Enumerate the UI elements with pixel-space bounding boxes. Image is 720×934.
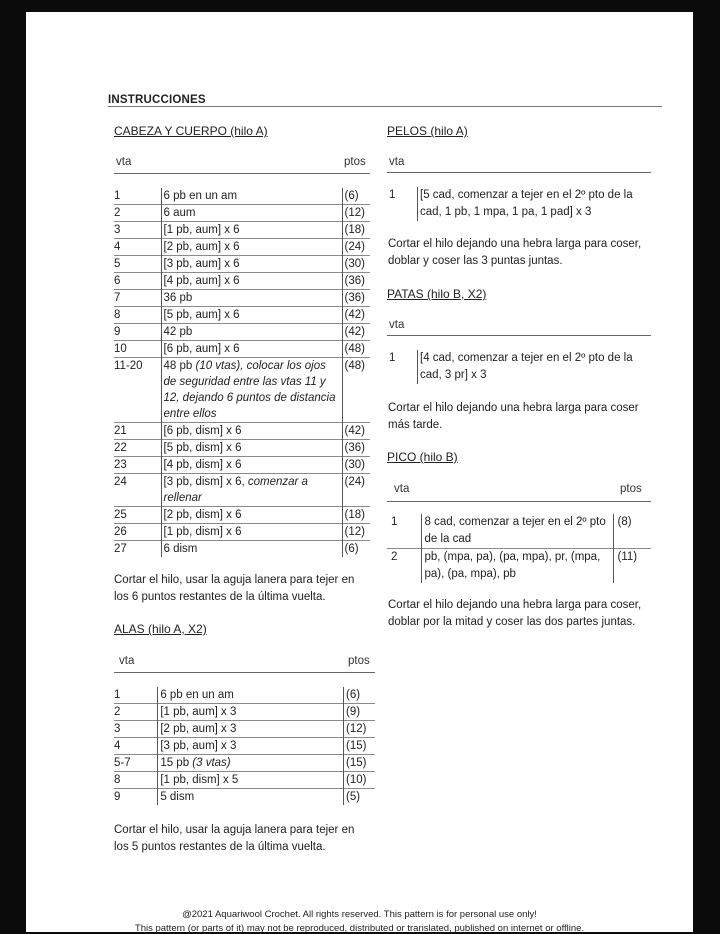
cabeza-row-instruction-text: [3 pb, aum] x 6 [163, 258, 240, 270]
cabeza-row-vta: 22 [114, 442, 127, 454]
cabeza-row [114, 307, 370, 324]
alas-row-instruction [158, 704, 344, 721]
cabeza-row-instruction [161, 256, 342, 273]
cabeza-row-vta: 6 [114, 275, 121, 287]
alas-row-vta: 5-7 [114, 757, 131, 769]
pelos-row-vta: 1 [389, 189, 396, 201]
pico-row-instruction [421, 514, 613, 549]
pico-row-vta: 2 [391, 551, 398, 563]
cabeza-row-instruction [161, 188, 342, 205]
cabeza-row-instruction-text: [2 pb, aum] x 6 [163, 241, 240, 253]
cabeza-row-instruction [161, 541, 342, 558]
pico-col-ptos: ptos [620, 483, 642, 495]
alas-row-instruction-text: 15 pb [160, 757, 193, 769]
alas-row-vta: 1 [114, 689, 121, 701]
cabeza-row-ptos: (30) [344, 258, 365, 270]
patas-header-rule [387, 335, 651, 336]
alas-row-instruction-note: (3 vtas) [192, 757, 231, 769]
cabeza-row-ptos: (48) [344, 343, 365, 355]
cabeza-row-instruction-text: [1 pb, aum] x 6 [163, 224, 240, 236]
cabeza-row-ptos: (48) [344, 360, 365, 372]
alas-row-instruction-text: [1 pb, aum] x 3 [160, 706, 237, 718]
alas-row-ptos: (15) [346, 757, 367, 769]
cabeza-row-vta: 1 [114, 190, 121, 202]
cabeza-header-rule [114, 173, 370, 174]
cabeza-col-vta: vta [116, 156, 132, 168]
alas-row-vta: 9 [114, 791, 121, 803]
pico-row-vta: 1 [391, 516, 398, 528]
cabeza-row-instruction [161, 524, 342, 541]
cabeza-row-ptos: (24) [344, 476, 365, 488]
patas-table [387, 350, 653, 384]
cabeza-row [114, 440, 370, 457]
patas-row [387, 350, 653, 384]
cabeza-row-instruction [161, 440, 342, 457]
cabeza-row-ptos: (36) [344, 292, 365, 304]
patas-note: Cortar el hilo dejando una hebra larga para coser más tarde. [388, 402, 639, 431]
pico-row-instruction-text: pb, (mpa, pa), (pa, mpa), pr, (mpa, pa), (pa, mpa), pb [424, 551, 601, 580]
alas-row [114, 755, 375, 772]
alas-row-instruction [158, 721, 344, 738]
pelos-note: Cortar el hilo dejando una hebra larga para coser, doblar y coser las 3 puntas juntas. [388, 238, 642, 267]
cabeza-row-ptos: (18) [344, 509, 365, 521]
cabeza-col-ptos: ptos [344, 156, 366, 168]
cabeza-row-vta: 2 [114, 207, 121, 219]
cabeza-row-instruction-text: 42 pb [163, 326, 193, 338]
alas-row-ptos: (10) [346, 774, 367, 786]
alas-row-instruction [158, 772, 344, 789]
pelos-heading: PELOS (hilo A) [387, 124, 468, 138]
cabeza-row-ptos: (24) [344, 241, 365, 253]
cabeza-row-instruction-text: [3 pb, dism] x 6, [163, 476, 248, 488]
alas-row [114, 704, 375, 721]
cabeza-row-vta: 25 [114, 509, 127, 521]
alas-row [114, 687, 375, 704]
cabeza-row [114, 188, 370, 205]
cabeza-row-vta: 8 [114, 309, 121, 321]
footer-notice: This pattern (or parts of it) may not be reproduced, distributed or translated, published on internet or offline. [134, 923, 585, 934]
cabeza-row [114, 273, 370, 290]
cabeza-row-instruction-text: [4 pb, dism] x 6 [163, 459, 242, 471]
cabeza-row [114, 507, 370, 524]
alas-row-ptos: (15) [346, 740, 367, 752]
pico-col-vta: vta [394, 483, 410, 495]
alas-row-vta: 8 [114, 774, 121, 786]
cabeza-row [114, 341, 370, 358]
cabeza-row-instruction-text: 6 aum [163, 207, 196, 219]
cabeza-row [114, 290, 370, 307]
pico-row-instruction-text: 8 cad, comenzar a tejer en el 2º pto de la cad [424, 516, 606, 545]
alas-row-instruction [158, 755, 344, 772]
cabeza-row-vta: 21 [114, 425, 127, 437]
cabeza-row-instruction [161, 341, 342, 358]
cabeza-row-instruction-note: (10 vtas), colocar los ojos de seguridad entre las vtas 11 y 12, dejando 6 puntos de distancia entre ellos [163, 360, 336, 420]
cabeza-row-vta: 10 [114, 343, 127, 355]
cabeza-row-ptos: (42) [344, 326, 365, 338]
alas-col-vta: vta [119, 655, 135, 667]
alas-row-instruction-text: 5 dism [160, 791, 195, 803]
cabeza-row [114, 324, 370, 341]
pelos-header-rule [387, 172, 651, 173]
alas-row-ptos: (5) [346, 791, 361, 803]
cabeza-row-ptos: (6) [344, 543, 359, 555]
cabeza-row-vta: 3 [114, 224, 121, 236]
cabeza-row-instruction-text: [6 pb, dism] x 6 [163, 425, 242, 437]
cabeza-row [114, 524, 370, 541]
cabeza-row-ptos: (36) [344, 442, 365, 454]
alas-row-instruction-text: [2 pb, aum] x 3 [160, 723, 237, 735]
document-page [26, 12, 693, 932]
cabeza-row-instruction [161, 324, 342, 341]
cabeza-row [114, 222, 370, 239]
cabeza-row-ptos: (18) [344, 224, 365, 236]
alas-row-ptos: (12) [346, 723, 367, 735]
cabeza-row-instruction-text: [5 pb, dism] x 6 [163, 442, 242, 454]
pelos-col-vta: vta [389, 156, 405, 168]
alas-col-ptos: ptos [348, 655, 370, 667]
cabeza-row-vta: 27 [114, 543, 127, 555]
alas-note: Cortar el hilo, usar la aguja lanera para tejer en los 5 puntos restantes de la última vuelta. [114, 824, 355, 853]
cabeza-row-ptos: (36) [344, 275, 365, 287]
footer-copyright: @2021 Aquariwool Crochet. All rights reserved. This pattern is for personal use only! [182, 909, 537, 920]
cabeza-row-instruction-text: 6 dism [163, 543, 198, 555]
cabeza-row-ptos: (12) [344, 526, 365, 538]
cabeza-row-instruction [161, 358, 342, 423]
cabeza-row-ptos: (42) [344, 425, 365, 437]
pico-row-ptos: (11) [617, 551, 638, 563]
cabeza-row-vta: 23 [114, 459, 127, 471]
alas-row-instruction-text: 6 pb en un am [160, 689, 234, 701]
alas-row-vta: 2 [114, 706, 121, 718]
alas-row-instruction [158, 789, 344, 806]
cabeza-row-instruction-note: comenzar a rellenar [163, 476, 308, 504]
cabeza-row-instruction-text: 36 pb [163, 292, 193, 304]
pelos-table [387, 187, 657, 221]
cabeza-row-instruction [161, 205, 342, 222]
patas-row-vta: 1 [389, 352, 396, 364]
cabeza-row-instruction [161, 273, 342, 290]
cabeza-row-ptos: (42) [344, 309, 365, 321]
cabeza-row-instruction-text: [6 pb, aum] x 6 [163, 343, 240, 355]
cabeza-row-vta: 4 [114, 241, 121, 253]
alas-row-instruction [158, 687, 344, 704]
pico-row [387, 514, 651, 549]
alas-row-ptos: (9) [346, 706, 361, 718]
pico-note: Cortar el hilo dejando una hebra larga para coser, doblar por la mitad y coser las dos partes juntas. [388, 599, 642, 628]
title-divider [108, 106, 662, 107]
cabeza-row-vta: 5 [114, 258, 121, 270]
alas-row-vta: 4 [114, 740, 121, 752]
cabeza-row-instruction-text: 6 pb en un am [163, 190, 238, 202]
pico-row-ptos: (8) [617, 516, 632, 528]
alas-row-instruction-text: [1 pb, dism] x 5 [160, 774, 239, 786]
cabeza-row [114, 256, 370, 273]
cabeza-row-instruction [161, 457, 342, 474]
cabeza-row [114, 358, 370, 423]
cabeza-row [114, 205, 370, 222]
cabeza-row-ptos: (30) [344, 459, 365, 471]
patas-heading: PATAS (hilo B, X2) [387, 287, 487, 301]
alas-heading: ALAS (hilo A, X2) [114, 622, 207, 636]
pico-header-rule [387, 501, 651, 502]
cabeza-row-ptos: (6) [344, 190, 359, 202]
cabeza-row-vta: 26 [114, 526, 127, 538]
alas-header-rule [114, 672, 375, 673]
cabeza-row-instruction [161, 290, 342, 307]
cabeza-row-vta: 7 [114, 292, 121, 304]
pelos-row-instruction: [5 cad, comenzar a tejer en el 2º pto de la cad, 1 pb, 1 mpa, 1 pa, 1 pad] x 3 [418, 187, 658, 221]
alas-row [114, 772, 375, 789]
patas-col-vta: vta [389, 319, 405, 331]
cabeza-row-instruction [161, 474, 342, 507]
cabeza-row-vta: 24 [114, 476, 127, 488]
cabeza-row-instruction [161, 307, 342, 324]
cabeza-heading: CABEZA Y CUERPO (hilo A) [114, 124, 268, 138]
pico-heading: PICO (hilo B) [387, 450, 458, 464]
patas-row-instruction: [4 cad, comenzar a tejer en el 2º pto de la cad, 3 pr] x 3 [418, 350, 654, 384]
pelos-row [387, 187, 657, 221]
alas-row-instruction [158, 738, 344, 755]
cabeza-row [114, 423, 370, 440]
cabeza-row-instruction-text: [5 pb, aum] x 6 [163, 309, 240, 321]
document-title: INSTRUCCIONES [108, 94, 206, 106]
pico-row-instruction [421, 549, 613, 584]
cabeza-row-vta: 11-20 [114, 360, 143, 372]
cabeza-row-ptos: (12) [344, 207, 365, 219]
alas-row [114, 789, 375, 806]
cabeza-row [114, 457, 370, 474]
pico-table [387, 514, 651, 583]
alas-row [114, 738, 375, 755]
cabeza-row [114, 239, 370, 256]
cabeza-row-instruction [161, 222, 342, 239]
alas-row-instruction-text: [3 pb, aum] x 3 [160, 740, 237, 752]
cabeza-row-instruction-text: [4 pb, aum] x 6 [163, 275, 240, 287]
cabeza-row-instruction-text: 48 pb [163, 360, 196, 372]
cabeza-table [114, 188, 370, 557]
cabeza-row [114, 474, 370, 507]
cabeza-row [114, 541, 370, 558]
alas-table [114, 687, 375, 805]
cabeza-row-instruction-text: [2 pb, dism] x 6 [163, 509, 242, 521]
cabeza-row-instruction [161, 423, 342, 440]
cabeza-row-instruction-text: [1 pb, dism] x 6 [163, 526, 242, 538]
cabeza-row-instruction [161, 507, 342, 524]
cabeza-row-instruction [161, 239, 342, 256]
alas-row-ptos: (6) [346, 689, 361, 701]
cabeza-note: Cortar el hilo, usar la aguja lanera para tejer en los 6 puntos restantes de la última vuelta. [114, 574, 355, 603]
alas-row-vta: 3 [114, 723, 121, 735]
alas-row [114, 721, 375, 738]
pico-row [387, 549, 651, 584]
cabeza-row-vta: 9 [114, 326, 121, 338]
